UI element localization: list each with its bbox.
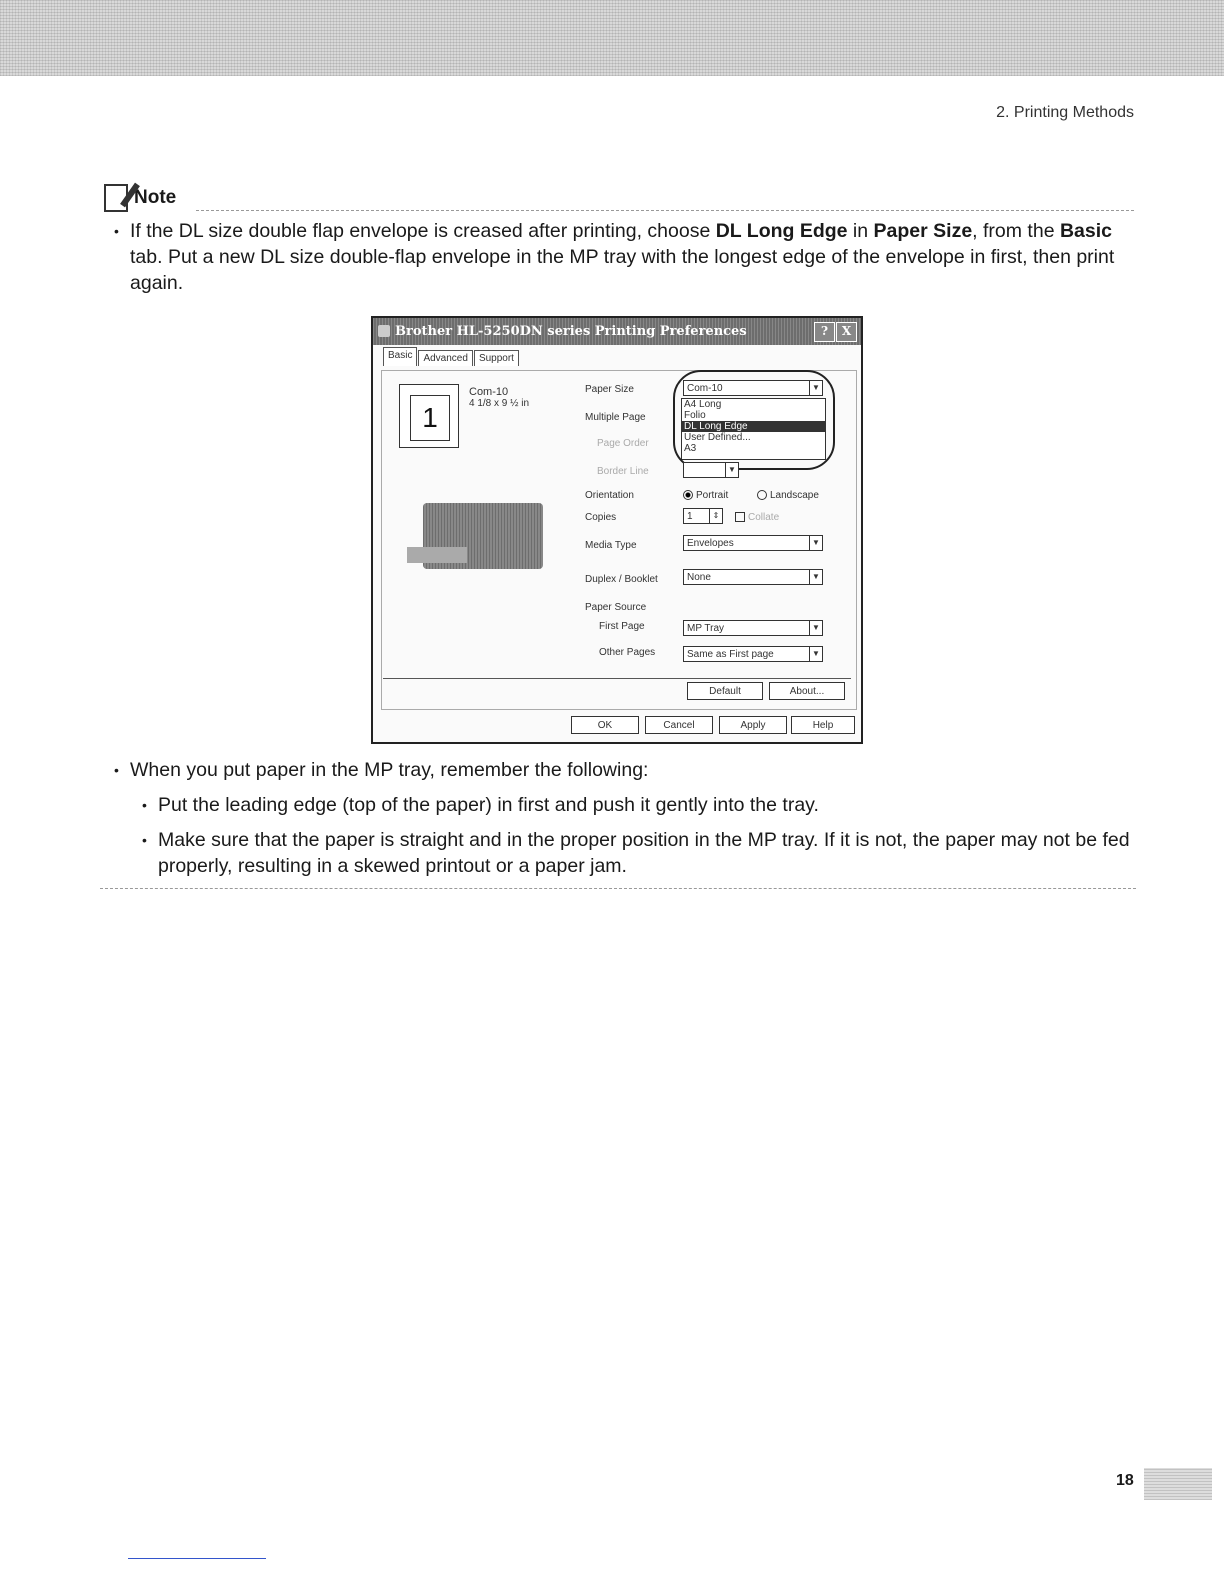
bullet-dot: •	[114, 223, 119, 239]
about-button[interactable]: About...	[769, 682, 845, 700]
tab-advanced[interactable]: Advanced	[418, 350, 472, 366]
note-divider	[196, 210, 1134, 211]
duplex-value: None	[687, 572, 711, 583]
section-header: 2. Printing Methods	[996, 104, 1134, 121]
note-pencil-icon	[104, 184, 128, 212]
checkbox-icon	[735, 512, 745, 522]
dialog-title: Brother HL-5250DN series Printing Preferences	[395, 324, 747, 339]
printing-preferences-dialog	[371, 316, 863, 744]
spinner-icon[interactable]: ⇕	[709, 509, 722, 523]
other-pages-value: Same as First page	[687, 649, 774, 660]
other-pages-label: Other Pages	[599, 647, 656, 658]
list-item-text: Put the leading edge (top of the paper) in first and push it gently into the tray.	[158, 794, 819, 816]
cancel-button[interactable]: Cancel	[645, 716, 713, 734]
copies-input[interactable]	[683, 508, 723, 524]
multiple-page-label: Multiple Page	[585, 412, 646, 423]
copies-value: 1	[687, 511, 693, 522]
preview-size-dim: 4 1/8 x 9 ½ in	[469, 398, 530, 409]
list-item-text: Make sure that the paper is straight and in the proper position in the MP tray. If it is not, the paper may not be fed properly, resulting in a skewed printout or a paper jam.	[158, 829, 1130, 877]
dialog-title-bar	[373, 318, 861, 345]
close-title-button[interactable]: X	[836, 322, 857, 342]
header-band	[0, 0, 1224, 76]
apply-button[interactable]: Apply	[719, 716, 787, 734]
dialog-separator	[383, 678, 851, 679]
note-bold-text: Basic	[1059, 220, 1112, 242]
portrait-radio[interactable]	[683, 490, 728, 501]
page-number: 18	[1116, 1472, 1134, 1489]
note-bold-text: DL Long Edge	[715, 220, 848, 242]
bullet-dot: •	[114, 762, 119, 778]
footer-rule	[128, 1558, 266, 1559]
radio-selected-icon	[683, 490, 693, 500]
first-page-value: MP Tray	[687, 623, 725, 634]
chevron-down-icon: ▼	[809, 570, 822, 584]
portrait-label: Portrait	[696, 490, 729, 501]
chevron-down-icon: ▼	[809, 381, 822, 395]
border-line-select[interactable]	[683, 462, 739, 478]
dialog-tabs	[383, 350, 520, 366]
media-type-value: Envelopes	[687, 538, 734, 549]
dropdown-option[interactable]: User Defined...	[684, 432, 751, 443]
list-item-text: When you put paper in the MP tray, remember the following:	[130, 759, 649, 781]
help-title-button[interactable]: ?	[814, 322, 835, 342]
note-end-divider	[100, 888, 1136, 889]
dropdown-option[interactable]: A3	[684, 443, 697, 454]
note-text: , from the	[972, 220, 1060, 242]
note-text: tab. Put a new DL size double-flap envelope in the MP tray with the longest edge of the envelope in first, then print again.	[130, 246, 1115, 294]
preview-size-name: Com-10	[469, 386, 509, 398]
landscape-label: Landscape	[770, 490, 819, 501]
bullet-dot: •	[142, 832, 147, 848]
radio-icon	[757, 490, 767, 500]
default-button[interactable]: Default	[687, 682, 763, 700]
printer-image	[423, 503, 543, 569]
landscape-radio[interactable]	[757, 490, 819, 501]
paper-size-label: Paper Size	[585, 384, 634, 395]
note-bold-text: Paper Size	[873, 220, 973, 242]
printer-app-icon	[378, 325, 390, 337]
paper-source-label: Paper Source	[585, 602, 647, 613]
chevron-down-icon: ▼	[809, 621, 822, 635]
list-item	[142, 792, 1138, 818]
page-tab-marker	[1144, 1468, 1212, 1500]
duplex-label: Duplex / Booklet	[585, 574, 658, 585]
duplex-select[interactable]	[683, 569, 823, 585]
list-item	[114, 757, 1140, 783]
chevron-down-icon: ▼	[809, 647, 822, 661]
note-text: If the DL size double flap envelope is creased after printing, choose	[130, 220, 716, 242]
tab-support[interactable]: Support	[474, 350, 519, 366]
dropdown-option[interactable]: A4 Long	[684, 399, 722, 410]
tab-basic[interactable]: Basic	[383, 347, 417, 366]
highlight-ring	[673, 370, 835, 470]
preview-number: 1	[410, 395, 450, 441]
page-order-label: Page Order	[597, 438, 649, 449]
first-page-label: First Page	[599, 621, 645, 632]
help-button[interactable]: Help	[791, 716, 855, 734]
page-preview	[399, 384, 459, 448]
note-bullet	[114, 218, 1140, 296]
note-label: Note	[134, 187, 177, 208]
media-type-label: Media Type	[585, 540, 637, 551]
note-text: in	[847, 220, 874, 242]
border-line-label: Border Line	[597, 466, 649, 477]
ok-button[interactable]: OK	[571, 716, 639, 734]
bullet-dot: •	[142, 797, 147, 813]
copies-label: Copies	[585, 512, 617, 523]
chevron-down-icon: ▼	[725, 463, 738, 477]
orientation-label: Orientation	[585, 490, 634, 501]
chevron-down-icon: ▼	[809, 536, 822, 550]
collate-label: Collate	[748, 512, 780, 523]
note-heading	[104, 184, 176, 212]
first-page-select[interactable]	[683, 620, 823, 636]
other-pages-select[interactable]	[683, 646, 823, 662]
dropdown-option[interactable]: Folio	[684, 410, 706, 421]
media-type-select[interactable]	[683, 535, 823, 551]
paper-size-value: Com-10	[687, 383, 723, 394]
dropdown-option-selected[interactable]: DL Long Edge	[682, 421, 825, 432]
list-item	[142, 827, 1138, 879]
collate-checkbox[interactable]	[735, 512, 779, 523]
